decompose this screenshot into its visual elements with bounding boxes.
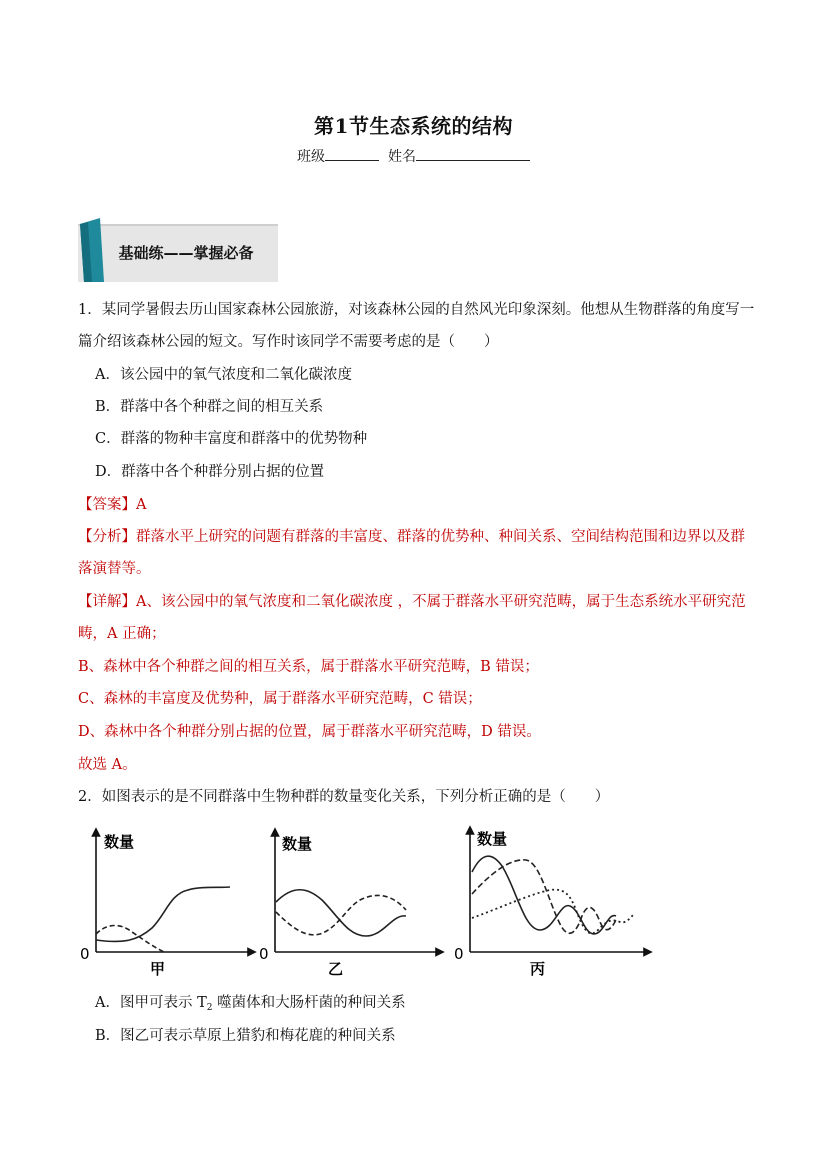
jia-origin: 0 [80,945,90,963]
panel-bing [454,830,648,978]
answer-label: 【答案】 [78,497,136,513]
q2-option-a-pre: A．图甲可表示 T [95,995,207,1011]
q1-option-c[interactable]: C．群落的物种丰富度和群落中的优势物种 [95,431,368,447]
q1-option-d[interactable]: D．群落中各个种群分别占据的位置 [95,464,325,480]
yi-curve-dashed [276,895,406,934]
name-blank[interactable] [416,146,530,161]
class-name-line [0,146,827,166]
q1-answer [78,495,146,515]
yi-label: 乙 [328,960,344,978]
banner-text: 基础练——掌握必备 [118,244,254,262]
q1-stem-line1: 1．某同学暑假去历山国家森林公园旅游，对该森林公园的自然风光印象深刻。他想从生物群落的角度写一 [78,302,755,318]
q1-detail-line1 [78,592,746,612]
q1-detail-b: B、森林中各个种群之间的相互关系，属于群落水平研究范畴，B 错误； [78,659,539,675]
q1-option-b[interactable]: B．群落中各个种群之间的相互关系 [95,399,324,415]
q1-conclusion: 故选 A。 [78,757,137,773]
population-figures [70,822,660,982]
answer-value: A [136,497,147,513]
q1-option-a[interactable]: A．该公园中的氧气浓度和二氧化碳浓度 [95,367,352,383]
q1-detail-c: C、森林的丰富度及优势种，属于群落水平研究范畴，C 错误； [78,691,482,707]
q1-analysis-line1 [78,527,745,547]
analysis-label: 【分析】 [78,529,136,545]
panel-yi [259,832,440,978]
bing-label: 丙 [530,960,546,978]
q2-option-a-sub: 2 [206,1003,213,1013]
page-title: 第1节生态系统的结构 [314,114,513,138]
q1-detail-d: D、森林中各个种群分别占据的位置，属于群落水平研究范畴，D 错误。 [78,724,541,740]
class-blank[interactable] [325,146,379,161]
q2-stem: 2．如图表示的是不同群落中生物种群的数量变化关系，下列分析正确的是（ ） [78,789,610,805]
jia-label: 甲 [150,960,166,978]
panel-jia [80,832,252,978]
detail-text: A、该公园中的氧气浓度和二氧化碳浓度 ，不属于群落水平研究范畴，属于生态系统水平研究范 [136,594,746,610]
yi-origin: 0 [259,945,269,963]
class-label: 班级 [297,149,326,165]
q1-analysis-line2: 落演替等。 [78,561,151,577]
q2-option-b[interactable]: B．图乙可表示草原上猎豹和梅花鹿的种间关系 [95,1028,396,1044]
jia-curve-solid [96,887,230,942]
name-label: 姓名 [387,149,416,165]
q1-stem-line2: 篇介绍该森林公园的短文。写作时该同学不需要考虑的是（ ） [78,334,499,350]
yi-ylabel: 数量 [282,835,313,853]
jia-curve-dashed [96,926,164,953]
bing-curve-solid [472,856,616,934]
detail-label: 【详解】 [78,594,136,610]
bing-curve-dashed [472,860,616,933]
q2-option-a[interactable] [95,993,406,1018]
bing-curve-dotted [472,890,634,934]
section-banner [78,216,278,286]
bing-origin: 0 [454,945,464,963]
q2-option-a-post: 噬菌体和大肠杆菌的种间关系 [212,995,406,1011]
jia-ylabel: 数量 [104,833,135,851]
analysis-text: 群落水平上研究的问题有群落的丰富度、群落的优势种、种间关系、空间结构范围和边界以及群 [136,529,745,545]
q1-detail-line2: 畴，A 正确； [78,626,166,642]
bing-ylabel: 数量 [477,830,508,848]
